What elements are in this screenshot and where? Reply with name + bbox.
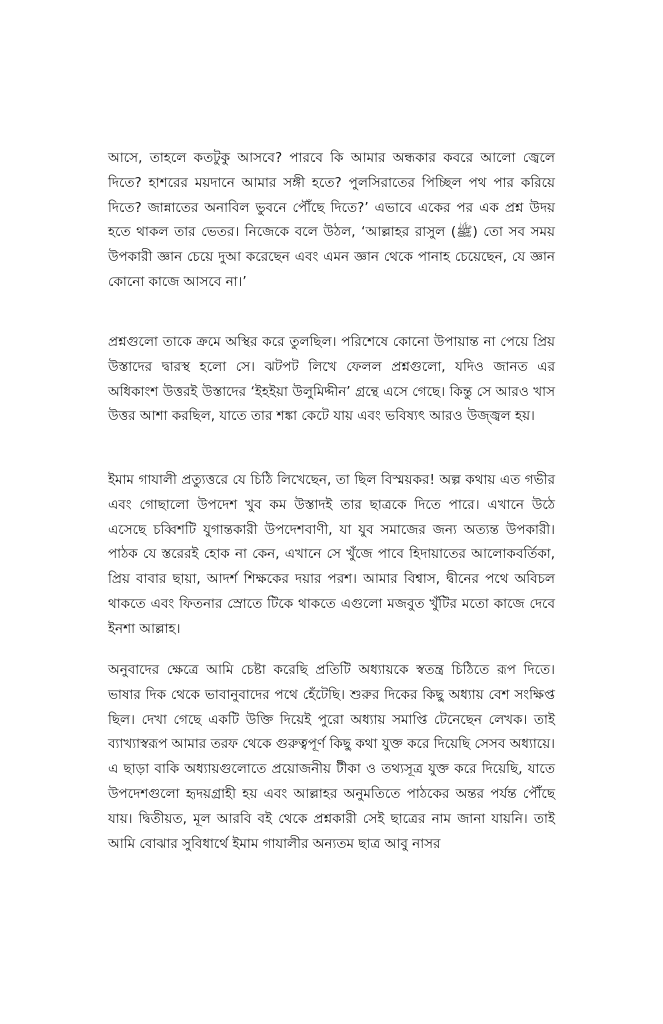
paragraph-1	[108, 146, 555, 295]
paragraph-text: অনুবাদের ক্ষেত্রে আমি চেষ্টা করেছি প্রতিটি অধ্যায়কে স্বতন্ত্র চিঠিতে রূপ দিতে। ভাষার দিক থেকে ভাবানুবাদের পথে হেঁটেছি। শুরুর দিকের কিছু অধ্যায় বেশ সংক্ষিপ্ত ছিল। দেখা গেছে একটি উক্তি দিয়েই পুরো অধ্যায় সমাপ্তি টেনেছেন লেখক। তাই ব্যাখ্যাস্বরূপ আমার তরফ থেকে গুরুত্বপূর্ণ কিছু কথা যুক্ত করে দিয়েছি সেসব অধ্যায়ে। এ ছাড়া বাকি অধ্যায়গুলোতে প্রয়োজনীয় টীকা ও তথ্যসূত্র যুক্ত করে দিয়েছি, যাতে উপদেশগুলো হৃদয়গ্রাহী হয় এবং আল্লাহর অনুমতিতে পাঠকের অন্তর পর্যন্ত পৌঁছে যায়। দ্বিতীয়ত, মূল আরবি বই থেকে প্রশ্নকারী সেই ছাত্রের নাম জানা যায়নি। তাই আমি বোঝার সুবিধার্থে ইমাম গাযালীর অন্যতম ছাত্র আবু নাসর	[108, 662, 555, 852]
paragraph-text: আসে, তাহলে কতটুকু আসবে? পারবে কি আমার অন্ধকার কবরে আলো জ্বেলে দিতে? হাশরের ময়দানে আমার সঙ্গী হতে? পুলসিরাতের পিচ্ছিল পথ পার করিয়ে দিতে? জান্নাতের অনাবিল ভুবনে পৌঁছে দিতে?’ এভাবে একের পর এক প্রশ্ন উদয় হতে থাকল তার ভেতর। নিজেকে বলে উঠল, ‘আল্লাহর রাসুল (ﷺ) তো সব সময় উপকারী জ্ঞান চেয়ে দুআ করেছেন এবং এমন জ্ঞান থেকে পানাহ চেয়েছেন, যে জ্ঞান কোনো কাজে আসবে না।’	[108, 150, 555, 290]
paragraph-2	[108, 330, 555, 429]
paragraph-3	[108, 468, 555, 642]
paragraph-text: প্রশ্নগুলো তাকে ক্রমে অস্থির করে তুলছিল। পরিশেষে কোনো উপায়ান্ত না পেয়ে প্রিয় উস্তাদের দ্বারস্থ হলো সে। ঝটপট লিখে ফেলল প্রশ্নগুলো, যদিও জানত এর অধিকাংশ উত্তরই উস্তাদের ‘ইহইয়া উলুমিদ্দীন’ গ্রন্থে এসে গেছে। কিন্তু সে আরও খাস উত্তর আশা করছিল, যাতে তার শঙ্কা কেটে যায় এবং ভবিষ্যৎ আরও উজ্জ্বল হয়।	[108, 334, 555, 425]
paragraph-text: ইমাম গাযালী প্রত্যুত্তরে যে চিঠি লিখেছেন, তা ছিল বিস্ময়কর! অল্প কথায় এত গভীর এবং গোছালো উপদেশ খুব কম উস্তাদই তার ছাত্রকে দিতে পারে। এখানে উঠে এসেছে চব্বিশটি যুগান্তকারী উপদেশবাণী, যা যুব সমাজের জন্য অত্যন্ত উপকারী। পাঠক যে স্তরেরই হোক না কেন, এখানে সে খুঁজে পাবে হিদায়াতের আলোকবর্তিকা, প্রিয় বাবার ছায়া, আদর্শ শিক্ষকের দয়ার পরশ। আমার বিশ্বাস, দ্বীনের পথে অবিচল থাকতে এবং ফিতনার স্রোতে টিকে থাকতে এগুলো মজবুত খুঁটির মতো কাজে দেবে ইনশা আল্লাহ।	[108, 472, 555, 637]
paragraph-4	[108, 658, 555, 856]
